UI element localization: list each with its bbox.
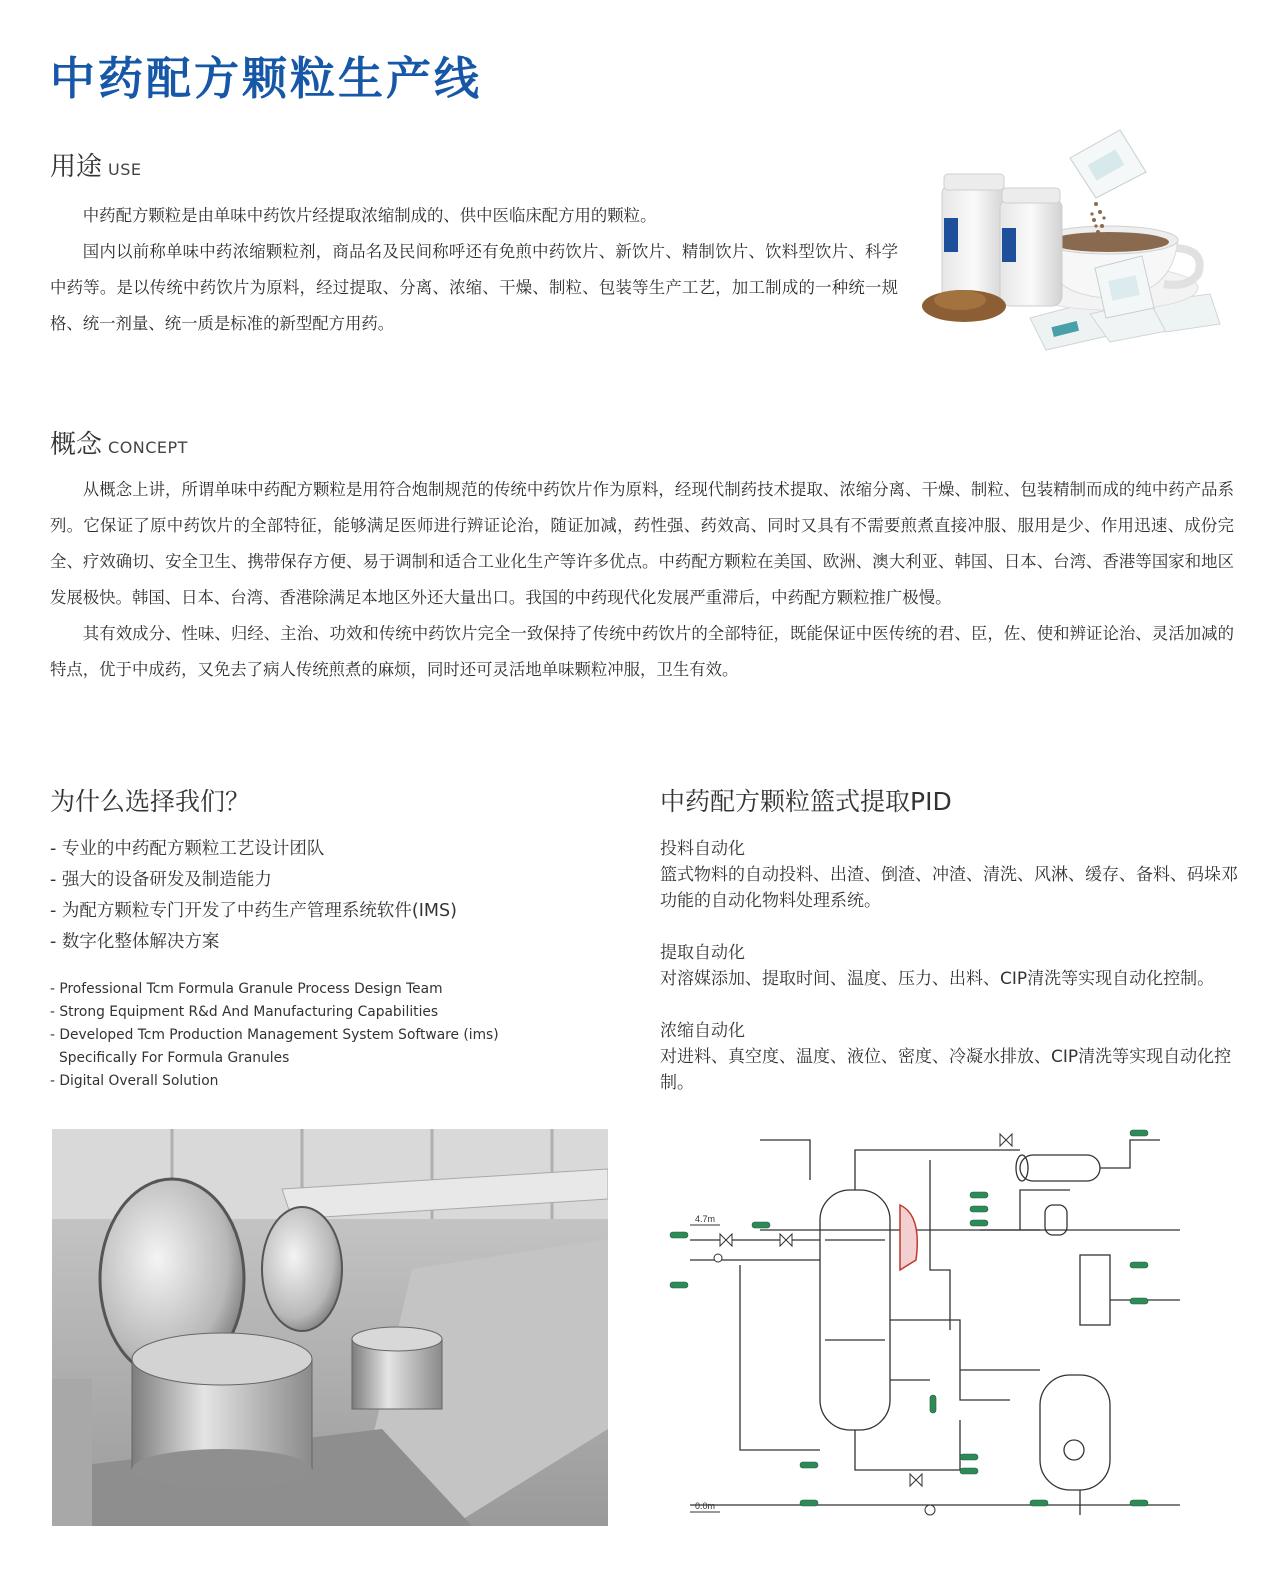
use-text — [50, 198, 898, 342]
granule-product-photo — [920, 128, 1240, 354]
concentration-automation-title: 浓缩自动化 — [660, 1021, 745, 1041]
feeding-automation-title: 投料自动化 — [660, 839, 745, 859]
feeding-automation-text: 篮式物料的自动投料、出渣、倒渣、冲渣、清洗、风淋、缓存、备料、码垛邓功能的自动化物料处理系统。 — [660, 865, 1238, 911]
why-cn-item: - 强大的设备研发及制造能力 — [50, 870, 272, 890]
why-en-item: - Digital Overall Solution — [50, 1073, 219, 1089]
concept-paragraph-1: 从概念上讲，所谓单味中药配方颗粒是用符合炮制规范的传统中药饮片作为原料，经现代制药技术提取、浓缩分离、干燥、制粒、包装精制而成的纯中药产品系列。它保证了原中药饮片的全部特征，能够满足医师进行辨证论治，随证加减，药性强、药效高、同时又具有不需要煎煮直接冲服、服用是少、作用迅速、成份完全、疗效确切、安全卫生、携带保存方便、易于调制和适合工业化生产等许多优点。中药配方颗粒在美国、欧洲、澳大利亚、韩国、日本、台湾、香港等国家和地区发展极快。韩国、日本、台湾、香港除满足本地区外还大量出口。我国的中药现代化发展严重滞后，中药配方颗粒推广极慢。 — [50, 480, 1234, 607]
extraction-automation-block — [660, 940, 1240, 992]
why-en-item: - Professional Tcm Formula Granule Process Design Team — [50, 981, 443, 997]
concept-text — [50, 472, 1234, 688]
why-cn-item: - 为配方颗粒专门开发了中药生产管理系统软件(IMS) — [50, 901, 457, 921]
heater-symbol — [900, 1205, 917, 1270]
why-choose-us-heading: 为什么选择我们？ — [50, 787, 251, 816]
factory-photo — [52, 1129, 608, 1526]
extraction-automation-text: 对溶媒添加、提取时间、温度、压力、出料、CIP清洗等实现自动化控制。 — [660, 969, 1215, 989]
feeding-automation-block — [660, 836, 1240, 914]
use-heading-cn: 用途 — [50, 152, 103, 182]
concept-heading-cn: 概念 — [50, 430, 103, 460]
why-cn-list — [50, 834, 457, 958]
why-cn-item: - 专业的中药配方颗粒工艺设计团队 — [50, 839, 325, 859]
use-paragraph-1: 中药配方颗粒是由单味中药饮片经提取浓缩制成的、供中医临床配方用的颗粒。 — [82, 206, 657, 225]
use-heading-en: USE — [108, 160, 142, 179]
page-title: 中药配方颗粒生产线 — [50, 52, 483, 105]
concept-heading-en: CONCEPT — [108, 438, 188, 457]
extraction-automation-title: 提取自动化 — [660, 943, 745, 963]
concept-paragraph-2: 其有效成分、性味、归经、主治、功效和传统中药饮片完全一致保持了传统中药饮片的全部特征，既能保证中医传统的君、臣，佐、使和辨证论治、灵活加减的特点，优于中成药，又免去了病人传统煎煮的麻烦，同时还可灵活地单味颗粒冲服，卫生有效。 — [50, 624, 1234, 679]
concentration-automation-text: 对进料、真空度、温度、液位、密度、冷凝水排放、CIP清洗等实现自动化控制。 — [660, 1047, 1232, 1093]
why-en-list — [50, 978, 610, 1093]
concentration-automation-block — [660, 1018, 1240, 1096]
why-en-item: - Developed Tcm Production Management System Software (ims) — [50, 1027, 499, 1043]
concept-heading — [50, 424, 188, 461]
level-label-upper: 4.7m — [695, 1214, 716, 1224]
level-label-ground: 0.0m — [695, 1501, 716, 1511]
use-heading — [50, 146, 142, 183]
why-en-item: Specifically For Formula Granules — [59, 1050, 290, 1066]
why-en-item: - Strong Equipment R&d And Manufacturing Capabilities — [50, 1004, 439, 1020]
use-paragraph-2: 国内以前称单味中药浓缩颗粒剂，商品名及民间称呼还有免煎中药饮片、新饮片、精制饮片、饮料型饮片、科学中药等。是以传统中药饮片为原料，经过提取、分离、浓缩、干燥、制粒、包装等生产工艺，加工制成的一种统一规格、统一剂量、统一质是标准的新型配方用药。 — [50, 242, 898, 333]
pid-heading: 中药配方颗粒篮式提取PID — [660, 787, 952, 816]
why-cn-item: - 数字化整体解决方案 — [50, 932, 220, 952]
basket-extraction-pid-diagram — [660, 1120, 1240, 1550]
